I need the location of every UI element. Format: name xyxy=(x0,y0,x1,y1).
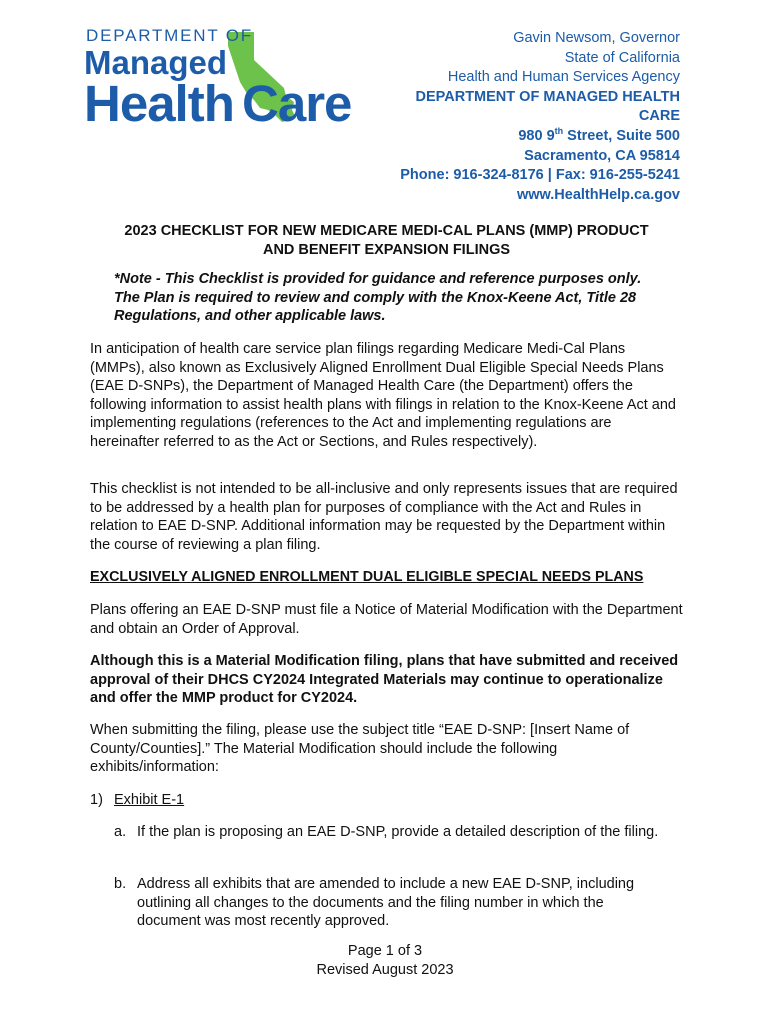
checklist-item-1 xyxy=(90,791,683,810)
title-line-1: 2023 CHECKLIST FOR NEW MEDICARE MEDI-CAL PLANS (MMP) PRODUCT xyxy=(124,223,649,239)
exhibit-e1-label: Exhibit E-1 xyxy=(114,792,185,808)
city-line: Sacramento, CA 95814 xyxy=(524,147,680,164)
street-line: 980 9th Street, Suite 500 xyxy=(518,126,680,144)
page-footer xyxy=(0,942,770,980)
item-number: 1) xyxy=(90,792,103,808)
document-title xyxy=(90,222,683,259)
dmhc-logo xyxy=(84,24,374,134)
contact-block xyxy=(390,29,680,205)
item-letter: b. xyxy=(114,876,127,892)
guidance-note: *Note - This Checklist is provided for guidance and reference purposes only. The Plan is required to review and comply with the Knox-Keene Act, Title 28 Regulations, and other applicable laws. xyxy=(114,271,642,325)
logo-care: Care xyxy=(242,75,352,132)
department-line: DEPARTMENT OF MANAGED HEALTH CARE xyxy=(415,88,680,125)
title-line-2: AND BENEFIT EXPANSION FILINGS xyxy=(262,241,511,258)
state-line: State of California xyxy=(564,49,680,66)
logo-health: Health xyxy=(84,75,234,132)
submission-paragraph: When submitting the filing, please use the subject title “EAE D-SNP: [Insert Name of County/Counties].” The Material Modification should include the following exhibits/information: xyxy=(90,722,630,776)
phone-fax-line: Phone: 916-324-8176 | Fax: 916-255-5241 xyxy=(400,167,680,184)
approval-paragraph: Although this is a Material Modification filing, plans that have submitted and received approval of their DHCS CY2024 Integrated Materials may continue to operationalize and offer the MMP product for CY2024. xyxy=(90,653,679,707)
logo-department-of: DEPARTMENT OF xyxy=(86,26,253,45)
page-number: Page 1 of 3 xyxy=(347,943,423,959)
revision-date: Revised August 2023 xyxy=(316,962,454,978)
website-link[interactable]: www.HealthHelp.ca.gov xyxy=(516,186,680,203)
item-text: Address all exhibits that are amended to include a new EAE D-SNP, including outlining all changes to the documents and the filing number in which the document was most recently approved. xyxy=(137,876,635,930)
intro-paragraph: In anticipation of health care service plan filings regarding Medicare Medi-Cal Plans (MMPs), also known as Exclusively Aligned Enrollment Dual Eligible Special Needs Plans (EAE D-SNPs), the Department of Managed Health Care (the Department) offers the following information to assist health plans with filings in relation to the Knox-Keene Act and implementing regulations (references to the Act and implementing regulations are hereinafter referred to as the Act or Sections, and Rules respectively). xyxy=(90,341,676,450)
filing-requirement-paragraph: Plans offering an EAE D-SNP must file a Notice of Material Modification with the Department and obtain an Order of Approval. xyxy=(90,602,683,637)
agency-line: Health and Human Services Agency xyxy=(447,69,680,86)
governor-line: Gavin Newsom, Governor xyxy=(513,30,680,46)
item-text: If the plan is proposing an EAE D-SNP, provide a detailed description of the filing. xyxy=(137,824,659,840)
item-letter: a. xyxy=(114,824,127,840)
section-heading: EXCLUSIVELY ALIGNED ENROLLMENT DUAL ELIGIBLE SPECIAL NEEDS PLANS xyxy=(90,569,644,585)
scope-paragraph: This checklist is not intended to be all-inclusive and only represents issues that are required to be addressed by a health plan for purposes of compliance with the Act and Rules in relation to EAE D-SNP. Additional information may be requested by the Department within the course of reviewing a plan filing. xyxy=(90,481,678,553)
logo-managed: Managed xyxy=(84,44,228,81)
